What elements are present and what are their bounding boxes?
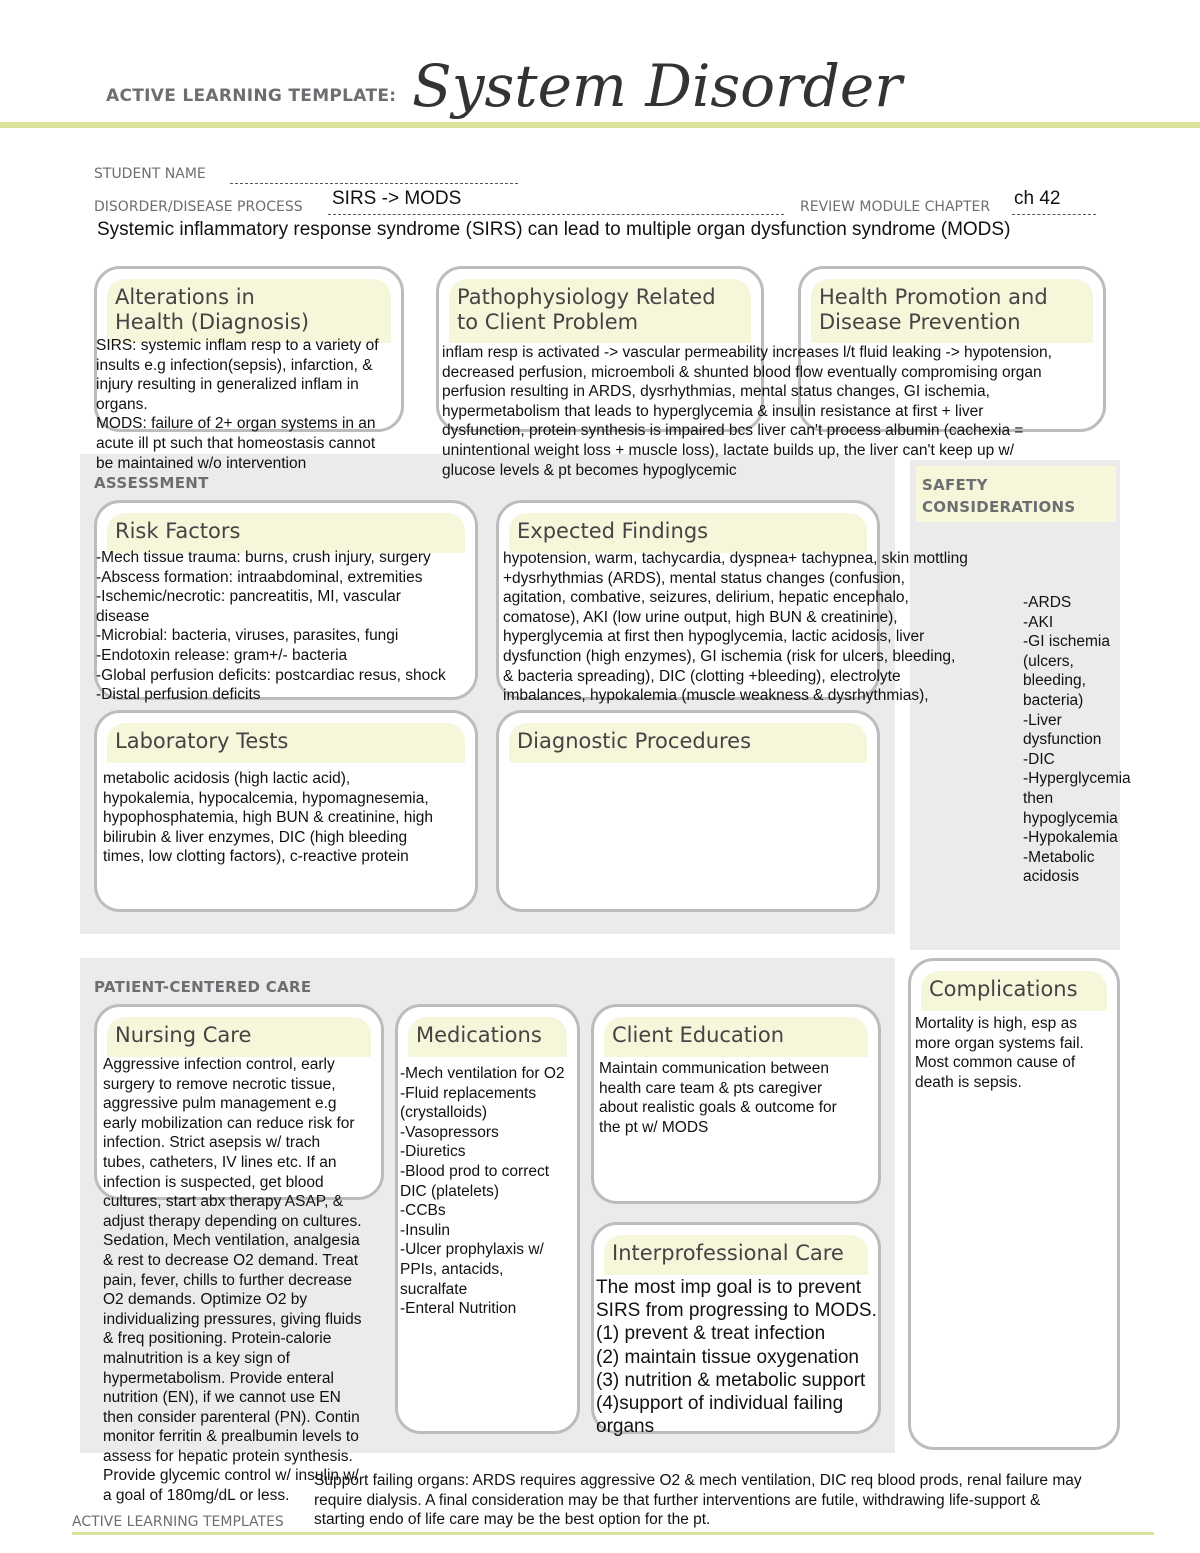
diagnostic-procedures-title: Diagnostic Procedures xyxy=(517,729,752,753)
disorder-value: SIRS -> MODS xyxy=(332,188,462,209)
alterations-text: SIRS: systemic inflam resp to a variety of insults e.g infection(sepsis), infarction, & injury resulting in generalized inflam in organs. MODS: failure of 2+ organ systems in an acute ill pt such that homeostasis cannot be maintained w/o intervention xyxy=(96,337,379,472)
complications-title: Complications xyxy=(929,977,1078,1001)
medications-title: Medications xyxy=(416,1023,542,1047)
interprofessional-care-text: The most imp goal is to prevent SIRS from progressing to MODS. (1) prevent & treat infection (2) maintain tissue oxygenation (3) nutrition & metabolic support (4)support of individual failing organs xyxy=(596,1277,877,1438)
medications-text: -Mech ventilation for O2 -Fluid replacements (crystalloids) -Vasopressors -Diuretics -Blood prod to correct DIC (platelets) -CCBs -Insulin -Ulcer prophylaxis w/ PPIs, antacids, sucralfate -Enteral Nutrition xyxy=(400,1065,565,1318)
nursing-care-text: Aggressive infection control, early surgery to remove necrotic tissue, aggressive pulm management e.g early mobilization can reduce risk for infection. Strict asepsis w/ trach tubes, catheters, IV lines etc. If an infection is suspected, get blood cultures, start abx therapy ASAP, & adjust therapy depending on cultures. Sedation, Mech ventilation, analgesia & rest to decrease O2 demand. Treat pain, fever, chills to further decrease O2 demands. Optimize O2 by individualizing pressures, giving fluids & freq positioning. Protein-calorie malnutrition is a key sign of hypermetabolism. Provide enteral nutrition (EN), if we cannot use EN then consider parenteral (PN). Contin monitor ferritin & prealbumin levels to assess for hepatic protein synthesis. Provide glycemic control w/ insulin w/ a goal of 180mg/dL or less. xyxy=(103,1056,362,1505)
client-education-text: Maintain communication between health care team & pts caregiver about realistic goals & outcome for the pt w/ MODS xyxy=(599,1060,837,1136)
disorder-summary: Systemic inflammatory response syndrome (SIRS) can lead to multiple organ dysfunction syndrome (MODS) xyxy=(97,219,1011,240)
chapter-label: REVIEW MODULE CHAPTER xyxy=(800,199,991,215)
patient-centered-care-label: PATIENT-CENTERED CARE xyxy=(94,978,312,996)
student-name-label: STUDENT NAME xyxy=(94,166,206,182)
disorder-field[interactable] xyxy=(328,188,784,215)
alterations-title: Alterations in Health (Diagnosis) xyxy=(115,285,310,334)
pathophysiology-text: inflam resp is activated -> vascular permeability increases l/t fluid leaking -> hypotension, decreased perfusion, microemboli & shunted blood flow eventually compromising organ perfusion resulting in ARDS, dysrhythmias, mental status changes, GI ischemia, hypermetabolism that leads to hyperglycemia & insulin resistance at first + liver dysfunction, protein synthesis is impaired bcs liver can't process albumin (cachexia = unintentional weight loss + muscle loss), lactate builds up, the liver can't keep up w/ glucose levels & pt becomes hypoglycemic xyxy=(442,344,1052,479)
client-education-title: Client Education xyxy=(612,1023,785,1047)
header-divider xyxy=(0,122,1200,128)
nursing-care-continued-text: Support failing organs: ARDS requires aggressive O2 & mech ventilation, DIC req blood prods, renal failure may require dialysis. A final consideration may be that further interventions are futile, withdrawing life-support & starting endo of life care may be the best option for the pt. xyxy=(314,1472,1082,1529)
risk-factors-title: Risk Factors xyxy=(115,519,241,543)
expected-findings-title: Expected Findings xyxy=(517,519,709,543)
template-label: ACTIVE LEARNING TEMPLATE: xyxy=(106,86,397,106)
interprofessional-care-title: Interprofessional Care xyxy=(612,1241,844,1265)
disorder-label: DISORDER/DISEASE PROCESS xyxy=(94,199,303,215)
laboratory-tests-text: metabolic acidosis (high lactic acid), hypokalemia, hypocalcemia, hypomagnesemia, hypophosphatemia, high BUN & creatinine, high bilirubin & liver enzymes, DIC (high bleeding times, low clotting factors), c-reactive protein xyxy=(103,770,434,866)
diagnostic-procedures-card xyxy=(496,710,880,912)
assessment-label: ASSESSMENT xyxy=(94,474,209,492)
expected-findings-text: hypotension, warm, tachycardia, dyspnea+ tachypnea, skin mottling +dysrhythmias (ARDS), mental status changes (confusion, agitation, combative, seizures, delirium, hepatic encephalo, comatose), AKI (low urine output, high BUN & creatinine), hyperglycemia at first then hypoglycemia, lactic acidosis, liver dysfunction (high enzymes), GI ischemia (risk for ulcers, bleeding, & bacteria spreading), DIC (clotting +bleeding), electrolyte imbalances, hypokalemia (muscle weakness & dysrhythmias), xyxy=(503,550,968,705)
page-title: System Disorder xyxy=(412,52,902,120)
safety-text: -ARDS -AKI -GI ischemia (ulcers, bleeding, bacteria) -Liver dysfunction -DIC -Hyperglycemia then hypoglycemia -Hypokalemia -Metabolic acidosis xyxy=(1023,594,1131,886)
footer-divider xyxy=(72,1532,1154,1535)
risk-factors-text: -Mech tissue trauma: burns, crush injury, surgery -Abscess formation: intraabdominal, extremities -Ischemic/necrotic: pancreatitis, MI, vascular disease -Microbial: bacteria, viruses, parasites, fungi -Endotoxin release: gram+/- bacteria -Global perfusion deficits: postcardiac resus, shock -Distal perfusion deficits xyxy=(96,549,446,704)
health-promotion-title: Health Promotion and Disease Prevention xyxy=(819,285,1048,334)
safety-label: SAFETY CONSIDERATIONS xyxy=(922,476,1076,516)
pathophysiology-title: Pathophysiology Related to Client Problem xyxy=(457,285,716,334)
nursing-care-title: Nursing Care xyxy=(115,1023,252,1047)
laboratory-tests-title: Laboratory Tests xyxy=(115,729,289,753)
chapter-value: ch 42 xyxy=(1014,188,1061,209)
student-name-field[interactable] xyxy=(230,166,518,184)
footer-label: ACTIVE LEARNING TEMPLATES xyxy=(72,1514,284,1530)
chapter-field[interactable] xyxy=(1012,188,1096,215)
complications-text: Mortality is high, esp as more organ systems fail. Most common cause of death is sepsis. xyxy=(915,1015,1084,1091)
